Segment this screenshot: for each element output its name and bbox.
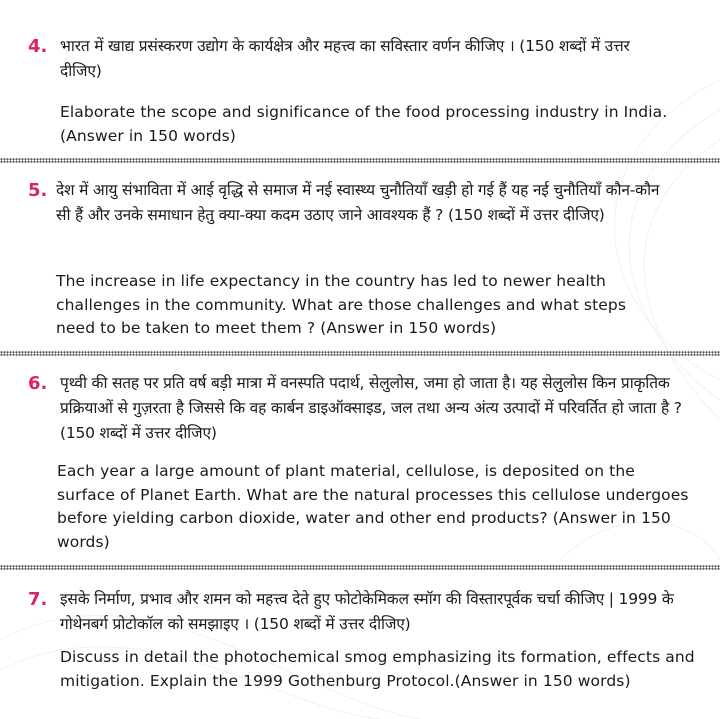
question-number: 7. [28,589,48,610]
section-divider [0,351,720,356]
question-hindi-text: पृथ्वी की सतह पर प्रति वर्ष बड़ी मात्रा में वनस्पति पदार्थ, सेलुलोस, जमा हो जाता है। यह सेलुलोस किन प्राकृतिक प्रक्रियाओं से गुज़रता है जिससे कि वह कार्बन डाइऑक्साइड, जल तथा अन्य अंत्य उत्पादों में परिवर्तित हो जाता है ? (150 शब्दों में उत्तर दीजिए) [60,374,682,442]
question-english-text: Discuss in detail the photochemical smog emphasizing its formation, effects and mitigation. Explain the 1999 Gothenburg Protocol.(Answer in 150 words) [60,648,695,690]
question-english-text: Each year a large amount of plant material, cellulose, is deposited on the surface of Planet Earth. What are the natural processes this cellulose undergoes before yielding carbon dioxide, water and other end products? (Answer in 150 words) [57,462,689,551]
question-hindi-text: देश में आयु संभाविता में आई वृद्धि से समाज में नई स्वास्थ्य चुनौतियाँ खड़ी हो गई हैं यह नई चुनौतियाँ कौन-कौन सी हैं और उनके समाधान हेतु क्या-क्या कदम उठाए जाने आवश्यक हैं ? (150 शब्दों में उत्तर दीजिए) [56,181,660,224]
question-number: 5. [28,180,48,201]
question-hindi-text: भारत में खाद्य प्रसंस्करण उद्योग के कार्यक्षेत्र और महत्त्व का सविस्तार वर्णन कीजिए । (150 शब्दों में उत्तर दीजिए) [60,37,630,80]
question-english-text: Elaborate the scope and significance of the food processing industry in India. (Answer in 150 words) [60,103,668,145]
question-hindi-text: इसके निर्माण, प्रभाव और शमन को महत्त्व देते हुए फोटोकेमिकल स्मॉग की विस्तारपूर्वक चर्चा कीजिए | 1999 के गोथेनबर्ग प्रोटोकॉल को समझाइए । (150 शब्दों में उत्तर दीजिए) [60,590,674,633]
question-english-text: The increase in life expectancy in the country has led to newer health challenges in the community. What are those challenges and what steps need to be taken to meet them ? (Answer in 150 words) [56,272,627,337]
question-number: 4. [28,36,48,57]
section-divider [0,565,720,570]
question-number: 6. [28,373,48,394]
section-divider [0,158,720,163]
